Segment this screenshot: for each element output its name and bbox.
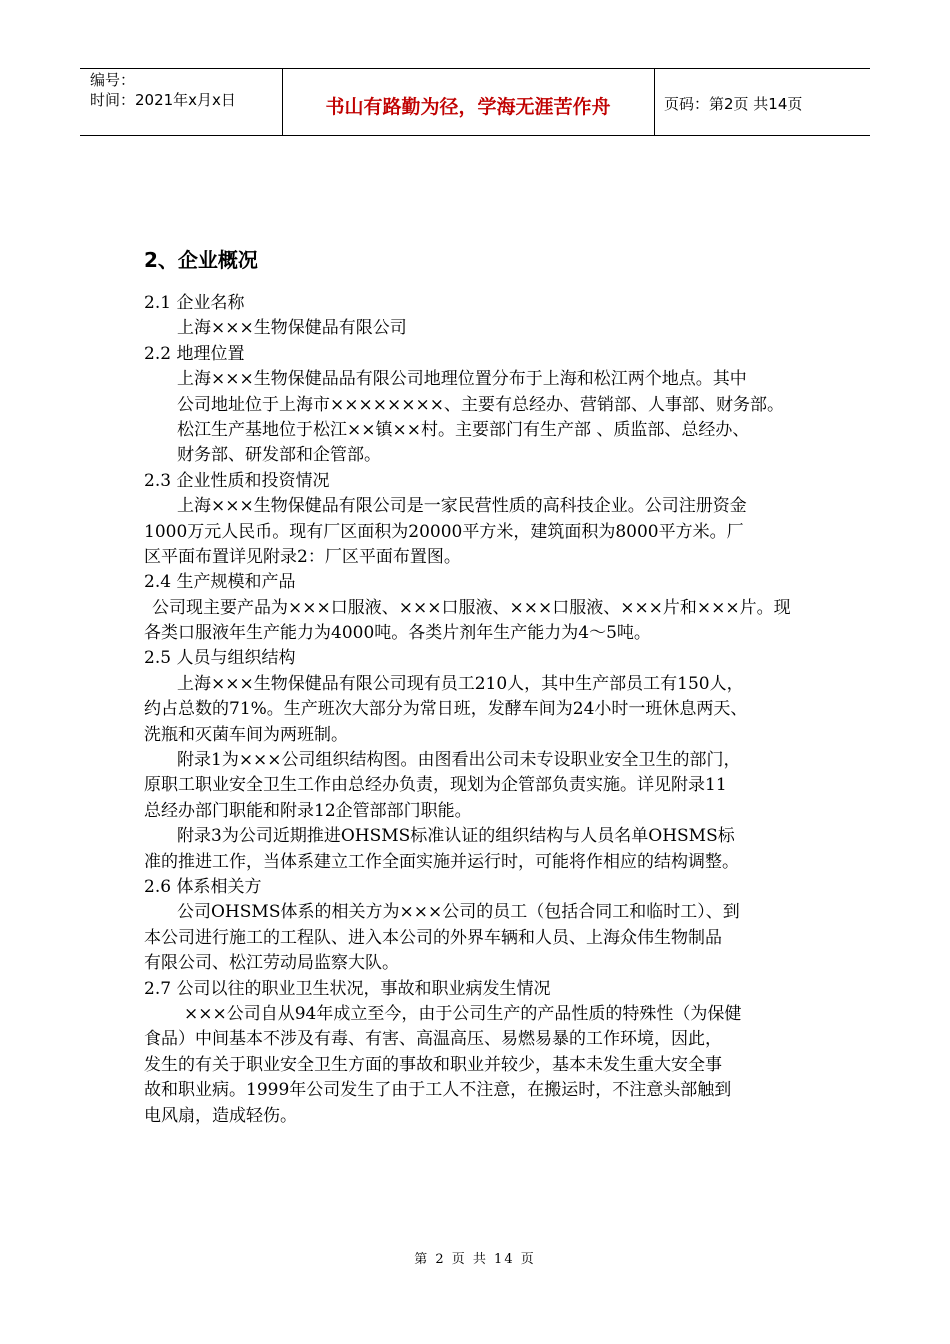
paragraph-line: 故和职业病。1999年公司发生了由于工人不注意，在搬运时，不注意头部触到: [144, 1080, 732, 1101]
subsection-heading: 2.7 公司以往的职业卫生状况，事故和职业病发生情况: [144, 978, 551, 999]
paragraph-line: 洗瓶和灭菌车间为两班制。: [144, 724, 348, 745]
document-date: 时间：2021年x月x日: [90, 91, 236, 109]
document-number-label: 编号：: [90, 71, 136, 89]
paragraph-line: 总经办部门职能和附录12企管部部门职能。: [144, 800, 472, 821]
paragraph-line: 财务部、研发部和企管部。: [177, 445, 381, 466]
paragraph-line: 发生的有关于职业安全卫生方面的事故和职业并较少，基本未发生重大安全事: [144, 1054, 722, 1075]
paragraph-line: 1000万元人民币。现有厂区面积为20000平方米，建筑面积为8000平方米。厂: [144, 521, 744, 542]
header-bottom-rule: [80, 135, 870, 136]
paragraph-line: 区平面布置详见附录2：厂区平面布置图。: [144, 546, 461, 567]
subsection-heading: 2.2 地理位置: [144, 343, 245, 364]
paragraph-line: 各类口服液年生产能力为4000吨。各类片剂年生产能力为4～5吨。: [144, 623, 651, 644]
paragraph-line: 原职工职业安全卫生工作由总经办负责，现划为企管部负责实施。详见附录11: [144, 775, 727, 796]
paragraph-line: 准的推进工作，当体系建立工作全面实施并运行时，可能将作相应的结构调整。: [144, 851, 739, 872]
subsection-heading: 2.3 企业性质和投资情况: [144, 470, 330, 491]
paragraph-line: 附录3为公司近期推进OHSMS标准认证的组织结构与人员名单OHSMS标: [177, 826, 735, 847]
paragraph-line: 上海×××生物保健品有限公司是一家民营性质的高科技企业。公司注册资金: [177, 496, 747, 517]
paragraph-line: 公司现主要产品为×××口服液、×××口服液、×××口服液、×××片和×××片。现: [152, 597, 791, 618]
paragraph-line: 公司地址位于上海市××××××××、主要有总经办、营销部、人事部、财务部。: [177, 394, 784, 415]
paragraph-line: 松江生产基地位于松江××镇××村。主要部门有生产部 、质监部、总经办、: [177, 419, 750, 440]
page-footer: 第 2 页 共 14 页: [414, 1252, 536, 1267]
paragraph-line: 附录1为×××公司组织结构图。由图看出公司未专设职业安全卫生的部门，: [177, 750, 741, 771]
subsection-heading: 2.4 生产规模和产品: [144, 572, 296, 593]
document-body: [144, 243, 844, 1129]
paragraph-line: 上海×××生物保健品有限公司现有员工210人，其中生产部员工有150人，: [177, 673, 744, 694]
subsection-heading: 2.6 体系相关方: [144, 876, 262, 897]
subsection-heading: 2.5 人员与组织结构: [144, 648, 296, 669]
header-divider: [654, 68, 655, 136]
paragraph-line: 本公司进行施工的工程队、进入本公司的外界车辆和人员、上海众伟生物制品: [144, 927, 722, 948]
header-page-info: 页码：第2页 共14页: [664, 95, 803, 113]
paragraph-line: 公司OHSMS体系的相关方为×××公司的员工（包括合同工和临时工）、到: [177, 902, 740, 923]
header-meta: [90, 70, 236, 110]
section-title: 2、企业概况: [144, 248, 258, 272]
paragraph-line: 食品）中间基本不涉及有毒、有害、高温高压、易燃易暴的工作环境，因此，: [144, 1029, 722, 1050]
paragraph-line: 约占总数的71%。生产班次大部分为常日班，发酵车间为24小时一班休息两天、: [144, 699, 748, 720]
paragraph-line: 上海×××生物保健品品有限公司地理位置分布于上海和松江两个地点。其中: [177, 369, 747, 390]
paragraph-line: 电风扇，造成轻伤。: [144, 1105, 297, 1126]
header-top-rule: [80, 68, 870, 69]
subsection-heading: 2.1 企业名称: [144, 293, 245, 313]
paragraph-line: 有限公司、松江劳动局监察大队。: [144, 953, 399, 974]
header-motto: 书山有路勤为径，学海无涯苦作舟: [325, 96, 611, 118]
paragraph-line: ×××公司自从94年成立至今，由于公司生产的产品性质的特殊性（为保健: [184, 1003, 742, 1024]
paragraph-line: 上海×××生物保健品有限公司: [177, 318, 407, 339]
